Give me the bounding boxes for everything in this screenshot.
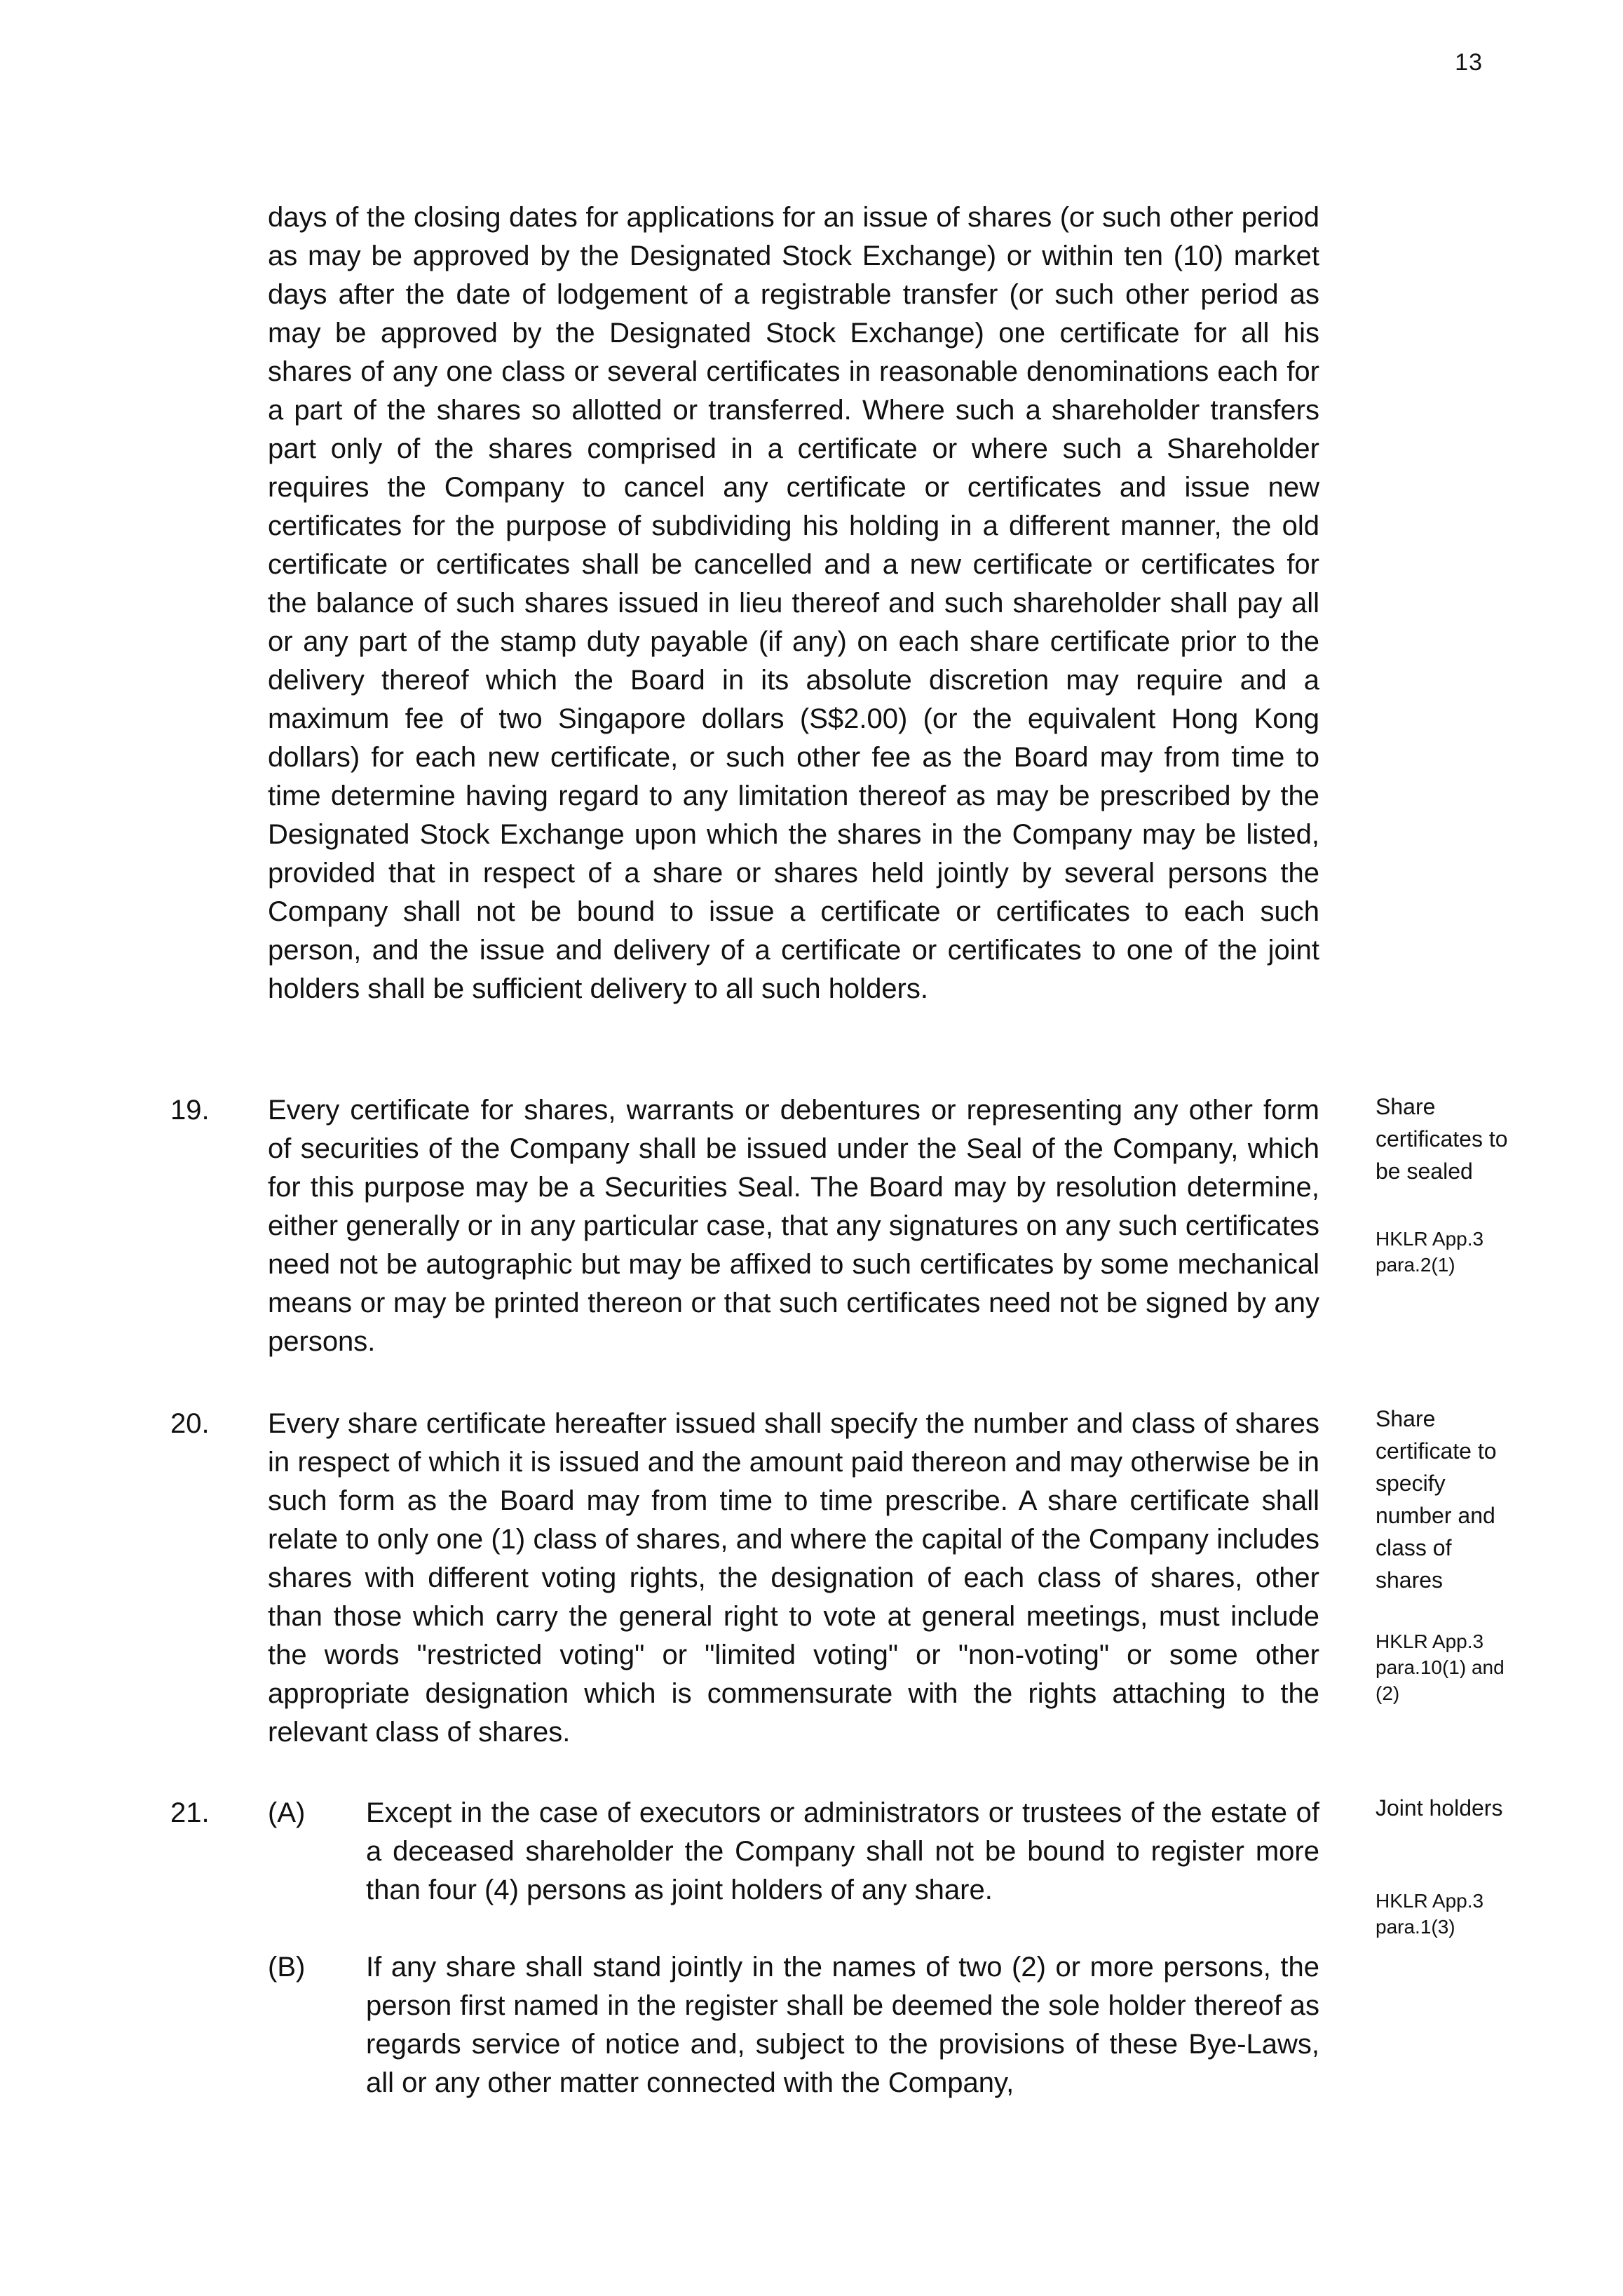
page-number: 13	[1455, 49, 1483, 76]
continuation-paragraph: days of the closing dates for applications for an issue of shares (or such other period as may be approved by the Designated Stock Exchange) or within ten (10) market days after the date of lodgement of a registrable transfer (or such other period as may be approved by the Designated Stock Exchange) one certificate for all his shares of any one class or several certificates in reasonable denominations each for a part of the shares so allotted or transferred. Where such a shareholder transfers part only of the shares comprised in a certificate or where such a Shareholder requires the Company to cancel any certificate or certificates and issue new certificates for the purpose of subdividing his holding in a different manner, the old certificate or certificates shall be cancelled and a new certificate or certificates for the balance of such shares issued in lieu thereof and such shareholder shall pay all or any part of the stamp duty payable (if any) on each share certificate prior to the delivery thereof which the Board in its absolute discretion may require and a maximum fee of two Singapore dollars (S$2.00) (or the equivalent Hong Kong dollars) for each new certificate, or such other fee as the Board may from time to time determine having regard to any limitation thereof as may be prescribed by the Designated Stock Exchange upon which the shares in the Company may be listed, provided that in respect of a share or shares held jointly by several persons the Company shall not be bound to issue a certificate or certificates to each such person, and the issue and delivery of a certificate or certificates to one of the joint holders shall be sufficient delivery to all such holders.	[268, 202, 1319, 1004]
subclause-text-21a: Except in the case of executors or administrators or trustees of the estate of a deceased shareholder the Company shall not be bound to register more than four (4) persons as joint holders of any share.	[366, 1797, 1319, 1905]
subclause-text-21b: If any share shall stand jointly in the names of two (2) or more persons, the person first named in the register shall be deemed the sole holder thereof as regards service of notice and, subject to the provisions of these Bye-Laws, all or any other matter connected with the Company,	[366, 1952, 1319, 2098]
subclause-label-21a: (A)	[268, 1797, 306, 1828]
clause-text-19: Every certificate for shares, warrants or debentures or representing any other form of securities of the Company shall be issued under the Seal of the Company, which for this purpose may be a Securities Seal. The Board may by resolution determine, either generally or in any particular case, that any signatures on any such certificates need not be autographic but may be affixed to such certificates by some mechanical means or may be printed thereon or that such certificates need not be signed by any persons.	[268, 1095, 1319, 1357]
margin-note-19: Share certificates to be sealed	[1376, 1094, 1508, 1184]
margin-ref-20: HKLR App.3 para.10(1) and (2)	[1376, 1630, 1505, 1704]
margin-ref-19: HKLR App.3 para.2(1)	[1376, 1228, 1484, 1276]
clause-number-19: 19.	[170, 1095, 210, 1126]
clause-number-21: 21.	[170, 1797, 210, 1828]
margin-note-21: Joint holders	[1376, 1795, 1503, 1821]
margin-ref-21: HKLR App.3 para.1(3)	[1376, 1890, 1484, 1938]
clause-text-20: Every share certificate hereafter issued shall specify the number and class of shares in respect of which it is issued and the amount paid thereon and may otherwise be in such form as the Board may from time to time prescribe. A share certificate shall relate to only one (1) class of shares, and where the capital of the Company includes shares with different voting rights, the designation of each class of shares, other than those which carry the general right to vote at general meetings, must include the words "restricted voting" or "limited voting" or "non-voting" or some other appropriate designation which is commensurate with the rights attaching to the relevant class of shares.	[268, 1408, 1319, 1748]
clause-number-20: 20.	[170, 1408, 210, 1439]
subclause-label-21b: (B)	[268, 1952, 306, 1983]
margin-note-20: Share certificate to specify number and class of shares	[1376, 1406, 1497, 1593]
